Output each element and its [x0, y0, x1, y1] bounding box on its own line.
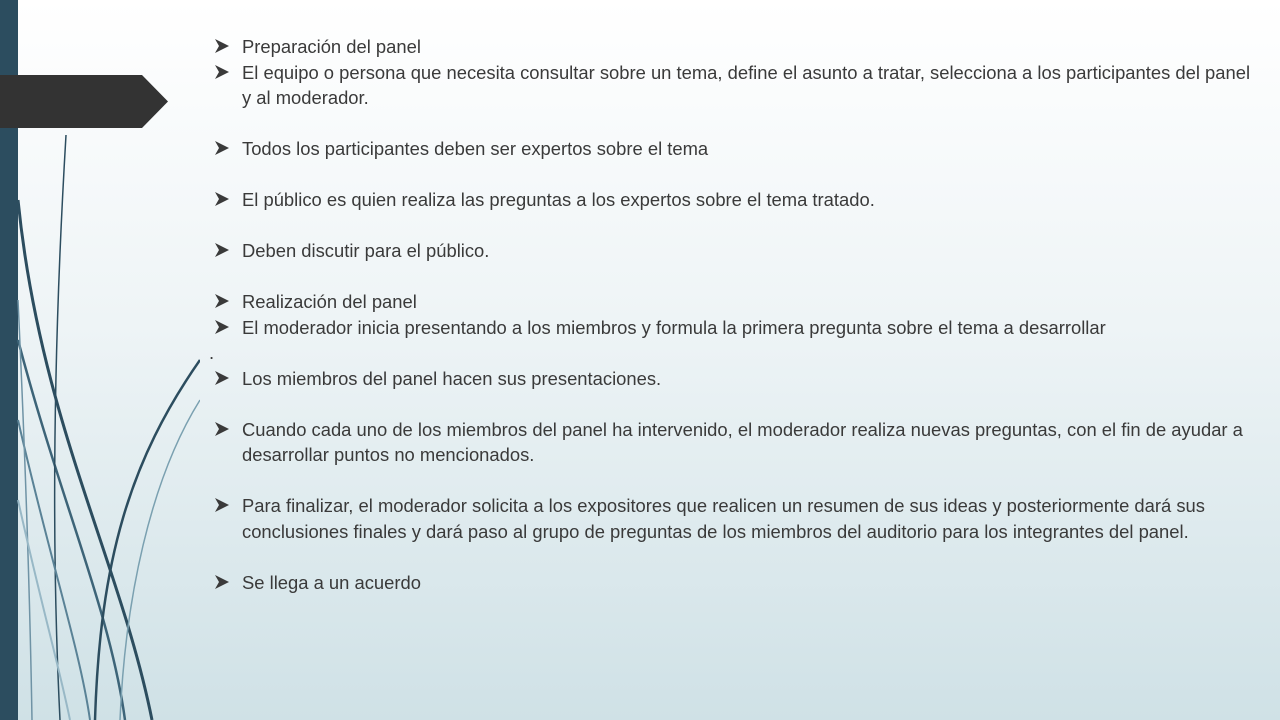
list-item: [213, 570, 1263, 596]
list-item: [213, 34, 1263, 60]
arrowhead-bullet-icon: [213, 573, 231, 591]
list-item: [213, 136, 1263, 162]
list-item: [213, 238, 1263, 264]
arrowhead-bullet-icon: [213, 292, 231, 310]
list-item: [213, 493, 1263, 544]
arrowhead-bullet-icon: [213, 63, 231, 81]
list-item: [213, 366, 1263, 392]
arrowhead-bullet-icon: [213, 318, 231, 336]
list-item: [213, 417, 1263, 468]
arrowhead-bullet-icon: [213, 37, 231, 55]
arrowhead-bullet-icon: [213, 190, 231, 208]
bullet-text: Realización del panel: [242, 291, 417, 312]
bullet-text: Deben discutir para el público.: [242, 240, 490, 261]
bullet-text: Para finalizar, el moderador solicita a los expositores que realicen un resumen de sus ideas y posteriormente dará sus conclusiones finales y dará paso al grupo de preguntas de los miembros del auditorio para los integrantes del panel.: [242, 495, 1205, 542]
list-item: [213, 187, 1263, 213]
bullet-text: El moderador inicia presentando a los miembros y formula la primera pregunta sobre el tema a desarrollar: [242, 316, 1106, 338]
list-item: [213, 315, 1263, 341]
list-item: [213, 60, 1263, 111]
bullet-text: Los miembros del panel hacen sus presentaciones.: [242, 367, 662, 389]
bullet-text: El equipo o persona que necesita consultar sobre un tema, define el asunto a tratar, selecciona a los participantes del panel y al moderador.: [242, 61, 1251, 108]
bullet-text: Preparación del panel: [242, 36, 421, 57]
bullet-text: Todos los participantes deben ser expertos sobre el tema: [242, 138, 709, 159]
arrowhead-bullet-icon: [213, 496, 231, 514]
bullet-text: El público es quien realiza las preguntas a los expertos sobre el tema tratado.: [242, 189, 875, 210]
title-tab: [0, 75, 168, 128]
bullet-text: Se llega a un acuerdo: [242, 571, 421, 593]
arrowhead-bullet-icon: [213, 420, 231, 438]
arrowhead-bullet-icon: [213, 139, 231, 157]
arrowhead-bullet-icon: [213, 369, 231, 387]
arrowhead-bullet-icon: [213, 241, 231, 259]
stray-period: .: [209, 342, 215, 363]
bullet-list: [209, 34, 1263, 595]
stray-period-line: [209, 340, 1263, 366]
bullet-text: Cuando cada uno de los miembros del panel ha intervenido, el moderador realiza nuevas preguntas, con el fin de ayudar a desarrollar puntos no mencionados.: [242, 418, 1243, 465]
list-item: [213, 289, 1263, 315]
